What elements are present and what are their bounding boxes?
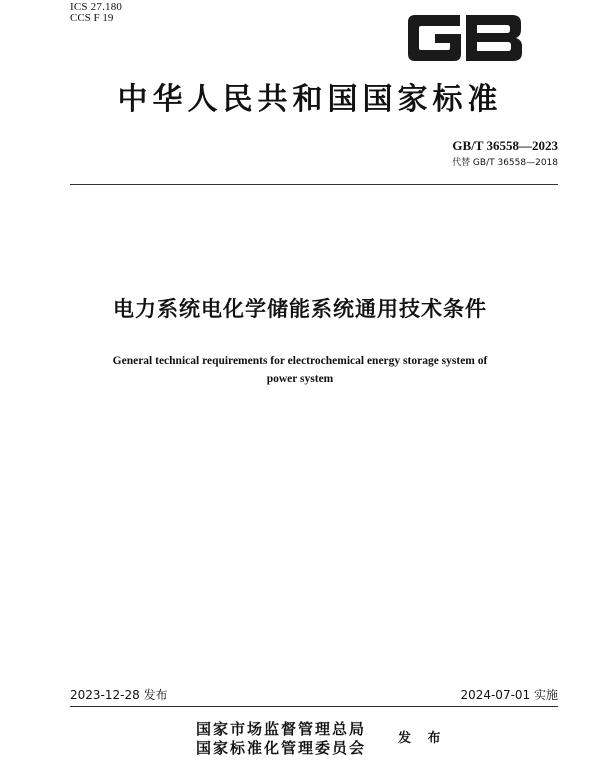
national-standard-title: 中华人民共和国国家标准 — [117, 82, 503, 117]
issue-date: 2023-12-28 发布 — [70, 688, 168, 702]
standard-title-english — [40, 352, 560, 388]
issuer-sac: 国家标准化管理委员会 — [196, 739, 367, 757]
issuer-samr: 国家市场监督管理总局 — [196, 720, 367, 738]
gb-logo-icon — [404, 12, 526, 64]
english-title-line-1: General technical requirements for electrochemical energy storage system of — [112, 355, 488, 367]
publish-label: 发 布 — [398, 731, 447, 746]
implementation-date: 2024-07-01 实施 — [460, 688, 558, 702]
english-title-line-2: power system — [266, 373, 334, 385]
header-divider — [70, 184, 558, 185]
replaces-standard: 代替 GB/T 36558—2018 — [452, 158, 558, 168]
ccs-code: CCS F 19 — [70, 12, 114, 24]
gb-logo-b-shape — [466, 15, 522, 61]
ics-code: ICS 27.180 — [70, 1, 123, 13]
standard-title-chinese: 电力系统电化学储能系统通用技术条件 — [113, 297, 487, 321]
footer-divider — [70, 706, 558, 707]
standard-number: GB/T 36558—2023 — [452, 138, 558, 153]
